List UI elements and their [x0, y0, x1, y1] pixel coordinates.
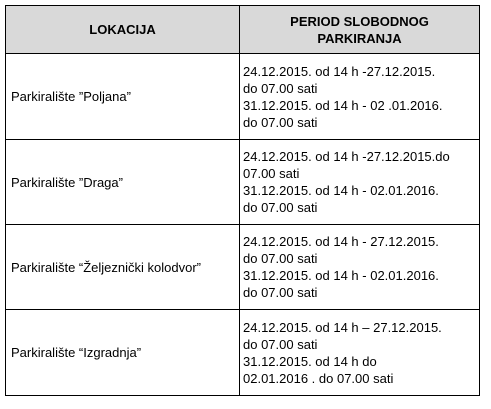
table-body: [6, 54, 480, 396]
period-line: do 07.00 sati: [243, 336, 318, 352]
period-line: do 07.00 sati: [243, 285, 318, 300]
period-line: 31.12.2015. od 14 h - 02.01.2016.: [243, 183, 439, 198]
location-cell: Parkiralište “Željeznički kolodvor”: [6, 225, 240, 310]
table-row: [6, 54, 480, 140]
header-period: [240, 6, 480, 54]
parking-schedule-table: [5, 5, 480, 396]
period-cell: [240, 54, 480, 140]
period-cell: [240, 225, 480, 310]
period-line: 24.12.2015. od 14 h -27.12.2015.do: [243, 149, 450, 164]
header-period-line2: PARKIRANJA: [317, 30, 402, 46]
period-line: do 07.00 sati: [243, 200, 318, 215]
period-cell: [240, 310, 480, 396]
table-header: [6, 6, 480, 54]
header-period-line1: PERIOD SLOBODNOG: [290, 13, 429, 29]
table-row: [6, 310, 480, 396]
header-location-label: LOKACIJA: [89, 22, 156, 37]
location-cell: Parkiralište ”Poljana”: [6, 54, 240, 140]
period-line: 07.00 sati: [243, 166, 300, 181]
header-location: [6, 6, 240, 54]
period-line: 24.12.2015. od 14 h – 27.12.2015.: [243, 319, 442, 335]
table-row: [6, 225, 480, 310]
period-line: 24.12.2015. od 14 h - 27.12.2015.: [243, 234, 439, 249]
period-line: 02.01.2016 . do 07.00 sati: [243, 370, 394, 386]
period-cell: [240, 140, 480, 225]
period-line: do 07.00 sati: [243, 80, 318, 96]
header-row: [6, 6, 480, 54]
period-line: 31.12.2015. od 14 h do: [243, 353, 377, 369]
period-line: do 07.00 sati: [243, 114, 318, 130]
table-row: [6, 140, 480, 225]
period-line: do 07.00 sati: [243, 251, 318, 266]
period-line: 24.12.2015. od 14 h -27.12.2015.: [243, 63, 436, 79]
location-cell: Parkiralište ”Draga”: [6, 140, 240, 225]
period-line: 31.12.2015. od 14 h - 02.01.2016.: [243, 268, 439, 283]
period-line: 31.12.2015. od 14 h - 02 .01.2016.: [243, 97, 443, 113]
location-cell: Parkiralište “Izgradnja”: [6, 310, 240, 396]
